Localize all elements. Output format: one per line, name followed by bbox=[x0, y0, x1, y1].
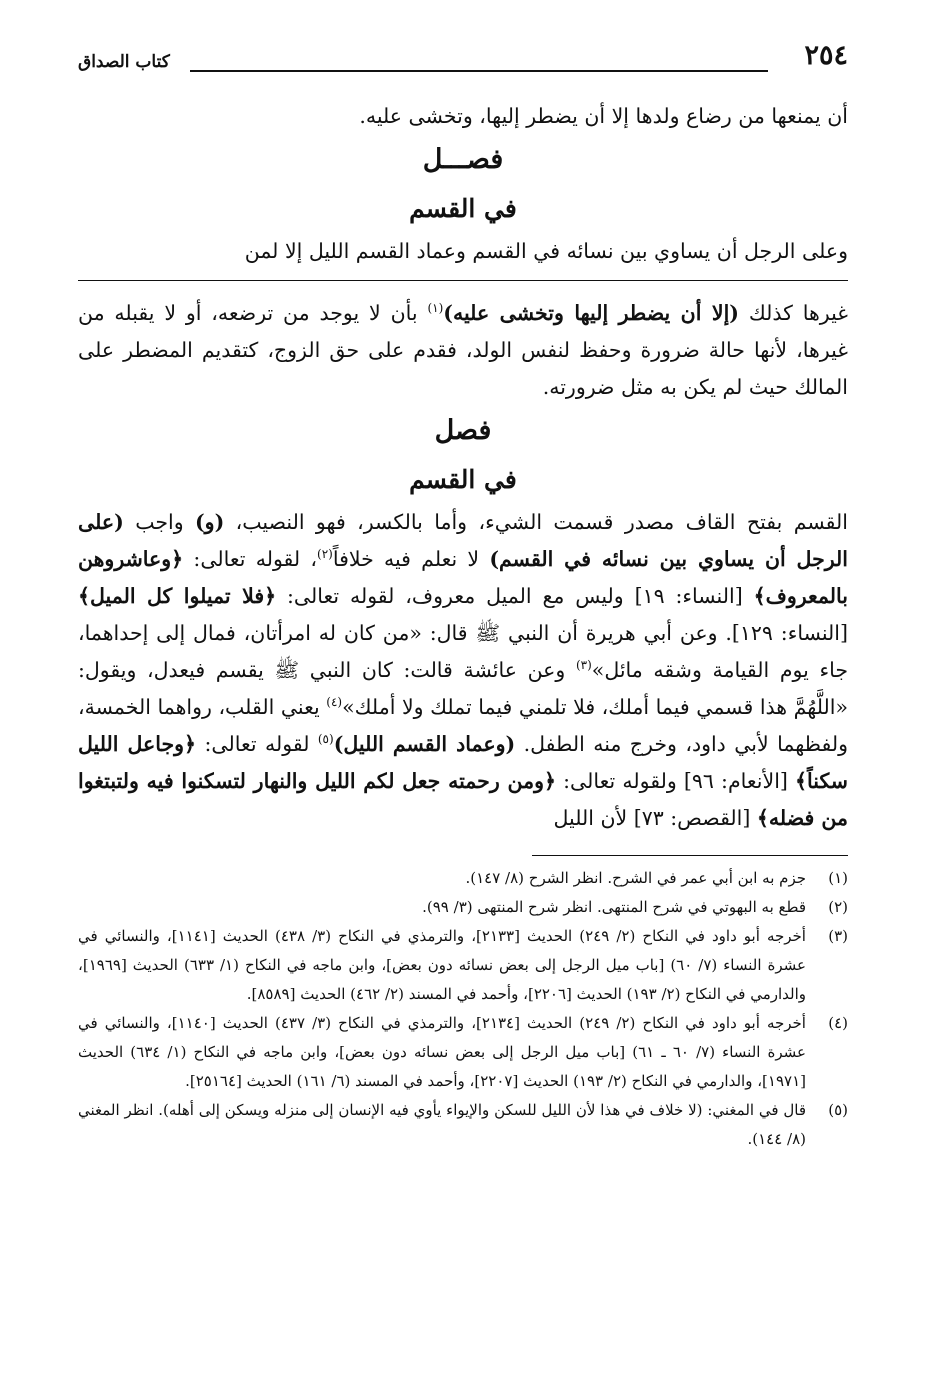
page bbox=[78, 36, 848, 1154]
quoted-matn: (إلا أن يضطر إليها وتخشى عليه) bbox=[443, 301, 739, 325]
footnote-ref[interactable]: (٢) bbox=[317, 547, 333, 562]
footnote-text: أخرجه أبو داود في النكاح (٢/ ٢٤٩) الحديث [٢١٣٤]، والترمذي في النكاح (٣/ ٤٣٧) الحديث [١١٤٠]، والنسائي في عشرة النساء (٧/ ٦٠ ـ ٦١) [باب ميل الرجل إلى بعض نسائه دون بعض]، وابن ماجه في النكاح (١/ ٦٣٤) الحديث [١٩٧١]، والدارمي في النكاح (٢/ ١٩٣) الحديث [٢٢٠٧]، وأحمد في المسند (٦/ ١٦١) الحديث [٢٥١٦٤]. bbox=[78, 1014, 807, 1090]
sharh-paragraph bbox=[78, 504, 848, 837]
footnote bbox=[78, 1096, 848, 1154]
footnote-divider bbox=[532, 855, 848, 856]
text-run: بأن لا يوجد من ترضعه، أو لا يقبله من غيرها، لأنها حالة ضرورة وحفظ لنفس الولد، فقدم على حق الزوج، كتقديم المضطر على المالك حيث لم يكن به مثل ضرورته. bbox=[78, 301, 848, 399]
footnote-text: جزم به ابن أبي عمر في الشرح. انظر الشرح (٨/ ١٤٧). bbox=[465, 869, 806, 887]
sharh-paragraph bbox=[78, 295, 848, 406]
footnote-text: أخرجه أبو داود في النكاح (٢/ ٢٤٩) الحديث [٢١٣٣]، والترمذي في النكاح (٣/ ٤٣٨) الحديث [١١٤١]، والنسائي في عشرة النساء (٧/ ٦٠) [باب ميل الرجل إلى بعض نسائه دون بعض]، وابن ماجه في النكاح (١/ ٦٣٣) الحديث [١٩٦٩]، والدارمي في النكاح (٢/ ١٩٣) الحديث [٢٢٠٦]، وأحمد في المسند (٢/ ٤٦٢) الحديث [٨٥٨٩]. bbox=[78, 927, 806, 1003]
section-subheading: في القسم bbox=[409, 465, 517, 494]
header-rule bbox=[190, 70, 768, 72]
page-number: ٢٥٤ bbox=[804, 40, 848, 71]
footnote-number: (٤) bbox=[828, 1014, 848, 1032]
footnote-text: قطع به البهوتي في شرح المنتهى. انظر شرح المنتهى (٣/ ٩٩). bbox=[422, 898, 806, 916]
footnote-ref[interactable]: (٣) bbox=[575, 658, 592, 673]
quoted-matn: (على الرجل أن يساوي بين نسائه في القسم) bbox=[78, 510, 849, 571]
quoted-matn: (وعماد القسم الليل) bbox=[333, 732, 516, 756]
text-run: وعن عائشة قالت: كان النبي ﷺ يقسم فيعدل، ويقول: «اللَّهُمَّ هذا قسمي فيما أملك، فلا تلمني فيما تملك ولا أملك» bbox=[78, 658, 849, 719]
text-run: يعني القلب، رواهما الخمسة، ولفظهما لأبي داود، وخرج منه الطفل. bbox=[78, 695, 849, 756]
text-run: لا نعلم فيه خلافاً bbox=[332, 547, 490, 571]
footnote bbox=[78, 1009, 848, 1096]
text-run: واجب bbox=[123, 510, 195, 534]
footnote bbox=[78, 893, 848, 922]
footnote bbox=[78, 864, 848, 893]
footnote-ref[interactable]: (١) bbox=[427, 301, 444, 316]
text-run: [النساء: ١٢٩]. وعن أبي هريرة أن النبي ﷺ قال: «من كان له امرأتان، فمال إلى إحداهما، جاء يوم القيامة وشقه مائل» bbox=[78, 621, 849, 682]
footnote-number: (٢) bbox=[828, 898, 848, 916]
section-heading: فصـــل bbox=[422, 144, 504, 175]
text-run: [الأنعام: ٩٦] ولقوله تعالى: bbox=[556, 769, 796, 793]
footnote-ref[interactable]: (٥) bbox=[317, 732, 334, 747]
text-run: لقوله تعالى: bbox=[196, 732, 318, 756]
matn-divider bbox=[78, 280, 848, 281]
footnote bbox=[78, 922, 848, 1009]
footnote-text: قال في المغني: (لا خلاف في هذا لأن الليل للسكن والإيواء يأوي فيه الإنسان إلى منزله ويسكن إلى أهله). انظر المغني (٨/ ١٤٤). bbox=[78, 1101, 806, 1148]
footnote-number: (٥) bbox=[828, 1101, 848, 1119]
quran-verse: ﴿وجاعل الليل سكناً﴾ bbox=[78, 732, 848, 793]
book-title: كتاب الصداق bbox=[78, 52, 170, 72]
quran-verse: ﴿وعاشروهن بالمعروف﴾ bbox=[78, 547, 848, 608]
footnote-number: (١) bbox=[828, 869, 848, 887]
text-run: [النساء: ١٩] وليس مع الميل معروف، لقوله تعالى: bbox=[276, 584, 754, 608]
footnote-number: (٣) bbox=[828, 927, 848, 945]
footnotes bbox=[78, 864, 848, 1154]
section-heading: فصل bbox=[434, 415, 492, 446]
quran-verse: ﴿ومن رحمته جعل لكم الليل والنهار لتسكنوا فيه ولتبتغوا من فضله﴾ bbox=[78, 769, 848, 830]
footnote-ref[interactable]: (٤) bbox=[326, 695, 343, 710]
matn-line: وعلى الرجل أن يساوي بين نسائه في القسم وعماد القسم الليل إلا لمن bbox=[244, 239, 848, 263]
text-run: القسم بفتح القاف مصدر قسمت الشيء، وأما بالكسر، فهو النصيب، bbox=[224, 510, 848, 534]
matn-line: أن يمنعها من رضاع ولدها إلا أن يضطر إليها، وتخشى عليه. bbox=[359, 104, 848, 128]
quoted-matn: (و) bbox=[194, 510, 225, 534]
text-run: [القصص: ٧٣] لأن الليل bbox=[553, 806, 757, 830]
text-run: غيرها كذلك bbox=[738, 301, 848, 325]
text-run: ، لقوله تعالى: bbox=[183, 547, 317, 571]
running-header bbox=[78, 36, 848, 80]
quran-verse: ﴿فلا تميلوا كل الميل﴾ bbox=[78, 584, 277, 608]
section-subheading: في القسم bbox=[409, 194, 517, 223]
